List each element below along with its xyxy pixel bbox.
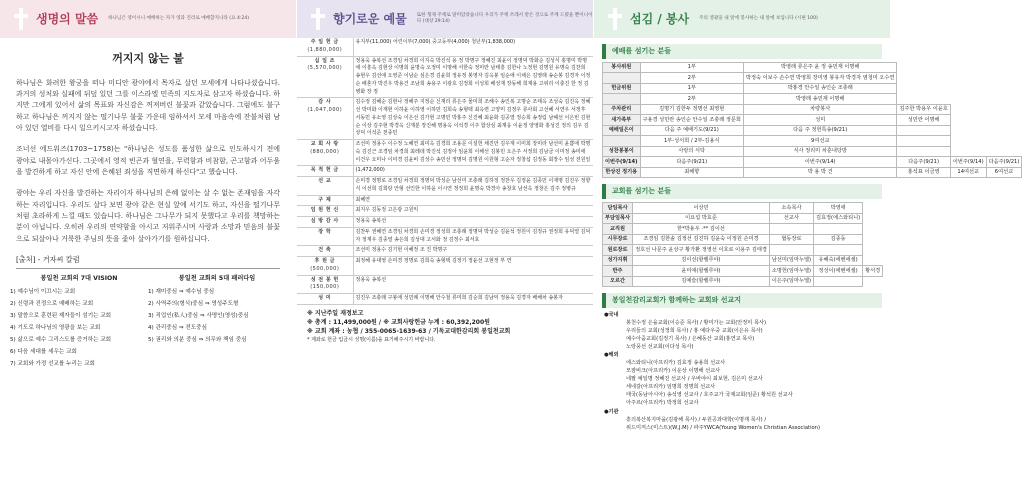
table-cell: 유혜숙(에벤에셀) [814, 255, 863, 266]
offering-names: (1,472,000) [353, 166, 593, 177]
table-cell: 성찬봉봉이 [603, 146, 641, 157]
table-cell: 박영애 [814, 203, 863, 214]
vision-item: 3) 말씀으로 훈련된 제자들이 섬기는 교회 [10, 312, 112, 319]
table-row [603, 167, 1022, 178]
offering-row [297, 177, 593, 196]
vision-item: 2) 신령과 진정으로 예배하는 교회 [10, 300, 94, 307]
table-cell: 성미 [743, 115, 897, 126]
table-cell: 이상민 [633, 203, 770, 214]
table-cell: 김명기 김한두 정명선 최영현 [640, 104, 743, 115]
offering-label: 후 원 금 (500,000) [297, 257, 353, 276]
sermon-paragraph: 하나님은 화려한 왕궁을 떠나 미디안 광야에서 목자로 살던 모세에게 나타나셨습니다. 과거의 성처와 실패에 뒤덮 있던 그를 이스라엘 민족의 지도자로 삼고자 하셨습니다. 하지만 그에게 있어서 삶의 목표와 자신감은 꺼져버린 불꽃과 같았습니다. 그럼에도 불구하고 하나님은 꺼지지 않는 떨기나무 불꽃 가운데 임하셔서 모세 마음속에 잔불처럼 남아 있던 열비를 다시 일으키시고자 하셨습니다. [16, 78, 280, 133]
table-row [603, 255, 883, 266]
mission-item: 우리들의 교회(성정희 목사) / 홍 예다우중 교회(이은유 목사) [626, 327, 763, 334]
offering-label: 주 일 헌 금 (1,880,000) [297, 38, 353, 56]
table-row [603, 245, 883, 256]
table-cell: 김예슬(할렐루야) [633, 276, 770, 287]
table-cell: 소명헌(임마누엘) [769, 266, 813, 277]
table-cell: 홍석표 이금영 [897, 167, 950, 178]
offering-amount: (1,880,000) [307, 46, 343, 53]
table-cell: 박홍경 안수일 송인순 조충래 [743, 83, 897, 94]
service-header-title: 섬김 / 봉사 [630, 11, 690, 26]
mission-item: 네팔 예일명 정혜진 선교사 / 우바야이 최보현, 김은미 선교사 [626, 376, 763, 383]
mission-item: 세네갈(아프리카) 임명희 정명희 선교사 [626, 384, 716, 391]
sermon-title: 꺼지지 않는 불 [112, 52, 184, 65]
org-label: ●기관 [604, 408, 619, 415]
table-row [603, 213, 883, 224]
mission-item: 봉천수정 은을교회(이승준 목사) / 황미가는 교회(안정미 목사) [626, 319, 767, 326]
offering-names: 최지우 김동정 고은광 고원익 [353, 206, 593, 217]
table-cell: 1부 [640, 83, 743, 94]
table-cell: 이은주(임마누엘) [769, 276, 813, 287]
mission-item: 위드미저스(미스트)(W,J.M) / 파주YWCA(Young Women's Christian Association) [626, 424, 820, 431]
mission-item: 노랑풍선 선교회(이다성 목사) [626, 344, 694, 350]
offering-names: 김찬두 권혜연 조경임 차경희 손미경 정성희 조충래 정명덕 박성순 김윤석 정원이 김정규 권정희 유덕열 김덕자 정재우 김종열 송은희 김성대 고서화 정 김정수 최서호 [353, 227, 593, 246]
offering-names: 정용욱 송복선 조경임 차경희 이지숙 박진석 용 정 박명구 정혜진 최윤이 정명덕 박화순 김성식 홍명미 박명애 이흥옥 김현상 이명희 윤명숙 오정미 이명해 서한숙 정미란 남태흥 김한나 노정현 김명원 유명숙 김찬희 송현우 김선애 오영준 이남순 심은경 김윤희 정유정 봉영자 김옥봉 임순애 이채은 김영래 송순봉 김경자 이정순 배혼자 박진우 박용건 조남희 송용구 이광호 김정희 이성희 배성재 장동해 희재용 고위리 이충진 한 정 김병화 장 정 [353, 56, 593, 98]
table-cell: 부담임목사 [603, 213, 633, 224]
offering-amount: (5,570,000) [307, 65, 343, 72]
table-cell [897, 146, 950, 157]
offering-row [297, 38, 593, 56]
offering-row [297, 206, 593, 217]
table-cell [603, 94, 641, 105]
table-row [603, 276, 883, 287]
table-cell: 박정숙 이보수 손수연 박영희 장미영 봉유자 박경자 염청미 오수연 [743, 73, 897, 84]
service-header [594, 0, 890, 38]
vision-list [10, 275, 148, 373]
sermon-header-title: 생명의 말씀 [36, 11, 99, 26]
table-cell: 한상진 정기용 [603, 167, 641, 178]
table-cell: 김종동 [814, 234, 863, 245]
table-cell: 차량봉사 [743, 104, 897, 115]
table-cell [897, 125, 950, 136]
offering-row [297, 140, 593, 166]
table-cell: 박영래 류은주 윤 정 송민재 이명해 [743, 62, 897, 73]
table-row [603, 83, 1022, 94]
table-cell: 김주한 박용우 이윤호 [897, 104, 950, 115]
offering-label: 건 축 [297, 246, 353, 257]
table-cell: 14여선교 [950, 167, 986, 178]
table-cell: 2부 [640, 73, 743, 84]
table-cell: 1부 [640, 62, 743, 73]
table-cell: 새가족부 [603, 115, 641, 126]
offering-label: 장 학 [297, 227, 353, 246]
vision-item: 1) 예수님이 이끄시는 교회 [10, 288, 76, 295]
table-cell [603, 73, 641, 84]
table-row [603, 62, 1022, 73]
offering-row [297, 246, 593, 257]
table-cell: 김효정(에스와티니) [814, 213, 863, 224]
table-cell: 봉사위원 [603, 62, 641, 73]
offering-names: 손미경 정명로 조경임 차경희 정명덕 박성순 남선미 조충래 김하정 정찬우 김정윤 김종민 이재명 김진우 정향식 이선희 김희랑 안형 선인한 이하윤 이시연 정정희 윤명숙 박경아 송창호 남선옥 정창은 김주 정병규 [353, 177, 593, 196]
sermon-paragraph: 조너선 에드워즈(1703~1758)는 "하나님은 성도를 품성한 삶으로 인도하시기 전에 광야로 내몰아가신다. 그곳에서 영적 빈곤과 혈연을, 무력함과 비참함, 곤고함과 어두움을 발견하게 하고 자신 안에 은혜된 죄성을 직면하게 하신다"고 했습니다. [16, 145, 280, 177]
table-cell [769, 224, 813, 235]
worship-table [602, 62, 1022, 179]
mission-list [594, 308, 890, 435]
mission-item: 아주르(아프리카) 박정희 선교사 [626, 400, 699, 407]
offering-label: 성 전 봉 헌 (150,000) [297, 275, 353, 294]
offering-table [297, 38, 593, 305]
sermon-paragraph: 광야는 우리 자신을 발견하는 자리이자 하나님의 은혜 없이는 살 수 없는 존재임을 자각하는 자리입니다. 우리도 살다 보면 광야 같은 현실 앞에 서기도 하고, 자신을 떨기나무처럼 초라하게 느낄 때도 있습니다. 하나님은 그나무가 되지 못했다고 우리를 책망하는 분이 아닙니다. 오히려 우리의 연약함을 아시고 저워주시며 사랑과 소망과 믿음의 불꽃으로 되살아나 거룩한 주님의 뜻을 좇아 살아가기를 원하십니다. [16, 189, 280, 243]
sermon-header-verse: 하나님은 영이시니 예배하는 자가 영과 진리로 예배할지니라 (요 4:24) [108, 16, 250, 22]
table-row [603, 125, 1022, 136]
table-cell: 정성이(에벤에셀) [814, 266, 863, 277]
sermon-body [0, 78, 296, 245]
table-cell: 선교사 [769, 213, 813, 224]
offering-header-verse: 또한 형제 주께로 말미암았습니다 우리가 주께 쓰레서 받은 것으로 주께 드렸을 뿐이니이다 (대상 29:14) [416, 13, 593, 24]
table-cell: 성민란 이명해 [897, 115, 950, 126]
table-row [603, 266, 883, 277]
finance-title: ※ 지난주일 재정보고 [307, 309, 364, 317]
table-row [603, 234, 883, 245]
offering-column [297, 0, 593, 492]
table-cell [897, 136, 950, 147]
cross-icon [608, 8, 622, 30]
offering-label: 교 회 사 랑 (880,000) [297, 140, 353, 166]
table-cell [769, 245, 813, 256]
table-cell: 다음주(9/21) [640, 157, 743, 168]
table-cell: 윤미애(할렐루야) [633, 266, 770, 277]
table-row [603, 146, 1022, 157]
offering-row [297, 98, 593, 140]
finance-total: ※ 총계 : 11,499,000원 / ※ 교회사랑헌금 누계 : 60,392,200원 [307, 319, 490, 327]
table-cell: 시무장로 [603, 234, 633, 245]
offering-amount: (500,000) [310, 265, 340, 272]
table-row [603, 94, 1022, 105]
table-row [603, 224, 883, 235]
table-cell: 헌금위원 [603, 83, 641, 94]
table-cell: 이번주(9/14) [743, 157, 897, 168]
table-cell: 다음 주 정헌특송(9/21) [743, 125, 897, 136]
bank-account-note: * 계좌로 헌금 입금시 성명(이름)을 표기해주시기 바랍니다. [307, 336, 436, 343]
paradigm-list [148, 275, 286, 373]
offering-row [297, 275, 593, 294]
bank-account: ※ 교회 계좌 : 농협 / 355-0065-1639-63 / 기독교대한감리회 봉일천교회 [307, 328, 511, 336]
paradigm-item: 3) 직업인(私人)중심 ⇒ 사명인(영성)중심 [148, 312, 249, 319]
offering-header-title: 향기로운 예물 [333, 11, 407, 26]
vision-item: 6) 다음 세대를 세우는 교회 [10, 348, 77, 355]
offering-row [297, 227, 593, 246]
table-cell: 교직원 [603, 224, 633, 235]
sermon-column [0, 0, 296, 492]
mission-item: 태국(동남아시아) 송석영 선교사 / 호주교가 국제교회(임준) 황석원 선교사 [626, 392, 793, 399]
table-cell: 9여선교 [743, 136, 897, 147]
offering-label: 임 원 헌 신 [297, 206, 353, 217]
table-cell: 남선미(임마누엘) [769, 255, 813, 266]
service-column [594, 0, 1020, 492]
offering-names: 최혜연 [353, 195, 593, 206]
offering-header [297, 0, 593, 38]
paradigm-item: 4) 관리중심 ⇒ 전도중심 [148, 324, 207, 331]
table-row [603, 136, 1022, 147]
table-cell: 박 용 박 건 [743, 167, 897, 178]
table-row [603, 157, 1022, 168]
staff-table [602, 202, 883, 287]
table-cell: 2부 [640, 94, 743, 105]
paradigm-item: 1) 재미중심 ⇒ 예수님 중심 [148, 288, 215, 295]
mission-item: 흥의복산복지마을(김광해 목사) / 두원공과대학(이명재 목사) / [626, 416, 767, 423]
table-cell: 박영래 송민재 이명해 [743, 94, 897, 105]
table-row [603, 115, 1022, 126]
service-header-verse: 주의 영광을 내 앞에 봉사하는 내 앞에 보입니다 (시편 100) [699, 16, 818, 22]
table-cell: 오르간 [603, 276, 633, 287]
vision-item: 4) 기도로 하나님의 영광을 보는 교회 [10, 324, 101, 331]
mission-item: 예수아줌교회(김정기 목사) / 은혜동산 교회(홍연교 목사) [626, 335, 755, 342]
offering-names: 최정혜 유대영 손미경 정명로 김희숙 송형택 김정기 정윤선 고현정 부 연 [353, 257, 593, 276]
offering-row [297, 166, 593, 177]
sermon-header [0, 0, 296, 38]
table-cell: 예배일은이 [603, 125, 641, 136]
offering-names: 김진우 조충래 구봉애 성민례 이명해 안수철 류미희 김순희 김남익 정용욱 김경자 배해차 송봉자 [353, 294, 593, 305]
vision-title: 봉일천 교회의 7대 VISION [40, 275, 118, 283]
mission-item: 에스와티니(아프리카) 김효정 송용희 선교사 [626, 360, 726, 367]
table-cell [603, 136, 641, 147]
table-cell: 1부-성서희 / 2부-김용식 [640, 136, 743, 147]
table-cell: 원로장로 [603, 245, 633, 256]
paradigm-title: 봉일천 교회의 5대 패러다임 [178, 275, 256, 283]
offering-label: 십 일 조 (5,570,000) [297, 56, 353, 98]
table-row [603, 203, 883, 214]
table-cell: 이번주(9/14) [603, 157, 641, 168]
table-cell: 다음주(9/21) [897, 157, 950, 168]
table-cell: 반주 [603, 266, 633, 277]
offering-label: 감 사 (1,047,000) [297, 98, 353, 140]
mission-item: 모잠비크(아프리카) 이운상 이명해 선교사 [626, 368, 721, 375]
overseas-label: ●해외 [604, 352, 619, 359]
offering-names: 정용욱 송복선 [353, 275, 593, 294]
offering-label: 목 적 헌 금 [297, 166, 353, 177]
table-cell: 주차관리 [603, 104, 641, 115]
cross-icon [14, 8, 28, 30]
staff-section-title: 교회를 섬기는 분들 [602, 184, 882, 199]
offering-names: 정용욱 송복선 [353, 217, 593, 228]
table-cell: 6여선교 [986, 167, 1022, 178]
table-cell: 협동장로 [769, 234, 813, 245]
offering-amount: (880,000) [310, 148, 340, 155]
table-cell: 이요섭 박효준 [633, 213, 770, 224]
table-cell: 담임목사 [603, 203, 633, 214]
offering-names: 조선미 정용수 김기현 이혜정 조 진 박명구 [353, 246, 593, 257]
offering-label: 심 방 감 사 [297, 217, 353, 228]
table-cell: 이번주(9/14) [950, 157, 986, 168]
table-cell [814, 276, 863, 287]
table-cell: 김이선(할렐루야) [633, 255, 770, 266]
offering-row [297, 217, 593, 228]
paradigm-item: 5) 권리와 의분 중심 ⇒ 의무와 책임 중심 [148, 336, 247, 343]
finance-summary [297, 305, 593, 349]
table-cell: 최해향 [640, 167, 743, 178]
table-cell: 사랑의 식탁 [640, 146, 743, 157]
table-cell: 한*박용우 ·** 김이선 [633, 224, 770, 235]
offering-row [297, 56, 593, 98]
offering-label: 선 교 [297, 177, 353, 196]
offering-row [297, 195, 593, 206]
table-cell: 정호선 나문주 윤상구 황가환 정영선 이호로 이용주 김태경 [633, 245, 770, 256]
offering-amount: (1,047,000) [307, 107, 343, 113]
cross-icon [311, 8, 325, 30]
table-cell: 성가지휘 [603, 255, 633, 266]
offering-row [297, 294, 593, 305]
table-row [603, 73, 1022, 84]
paradigm-item: 2) 사역주의(형식)중심 ⇒ 영성주도형 [148, 300, 239, 307]
table-row [603, 104, 1022, 115]
table-cell: 소속목사 [769, 203, 813, 214]
vision-section [0, 269, 296, 373]
table-cell: 구용경 성민란 송인순 안수일 조충래 정문희 [640, 115, 743, 126]
table-cell: 식사 정리미 차훈내당방 [743, 146, 897, 157]
offering-row [297, 257, 593, 276]
worship-section-title: 예배를 섬기는 분들 [602, 44, 882, 59]
table-cell: 황서경 [863, 266, 883, 277]
vision-item: 7) 교회와 가정 선교를 누리는 교회 [10, 360, 95, 367]
offering-names: 유지부(11,000) 어린이부(7,000) 중고등부(4,000) 청년부(1,838,000) [353, 38, 593, 56]
offering-label: 성 미 [297, 294, 353, 305]
sermon-source: [출처] - 거자씨 칼럼 [16, 255, 280, 269]
mission-section-title: 봉일천감리교회가 함께하는 교회와 선교지 [602, 293, 882, 308]
domestic-label: ●국내 [604, 311, 619, 318]
table-cell [814, 224, 863, 235]
offering-names: 조선미 정용수 이수정 노혜연 최미옥 김경희 조용문 이설헌 채진만 김우재 이미희 장미라 남선미 윤쁨애 박명숙 김진근 조경임 차경희 최레데 박진석 김정아 임윤희 이해선 김봉민 오은주 서정희 김남금 이미정 송미애 이건우 오미나 이미경 김윤비 김성수 송민선 정명덕 김명원 이원형 고순자 정창섭 김정동 회장수 임성 전원일 [353, 140, 593, 166]
table-cell [814, 245, 863, 256]
offering-label: 구 제 [297, 195, 353, 206]
table-cell: 다음주(9/21) [986, 157, 1022, 168]
table-cell: 다음 주 예배기도(9/21) [640, 125, 743, 136]
offering-names: 김수정 김혜순 김현나 정해주 지정순 신재리 류은주 물미희 조해수 송인복 고명순 조태옥 조성숙 김진옥 정혜선 박미화 이재현 이하윤 이하영 이하민 김희숙 송형택 최옥련 고양미 김정우 류사회 고선혜 서연우 서정후 서동민 유소영 김상숙 이은선 김가현 고명민 박홍주 신진혜 최윤화 김공열 정승희 송정림 남헤선 이은빈 김현순 이상 김주현 박경옥 신재분 장진혜 명용옥 이석경 이주 함상심 최재웅 이윤정 양영화 홍성진 정의 김우 김상덕 이석준 천종민 [353, 98, 593, 140]
vision-item: 5) 삶으로 예수 그리스도를 증거하는 교회 [10, 336, 112, 343]
offering-amount: (150,000) [310, 284, 340, 291]
table-cell: 조경임 김한솔 김정선 김진하 김윤숙 이정원 손미경 [633, 234, 770, 245]
